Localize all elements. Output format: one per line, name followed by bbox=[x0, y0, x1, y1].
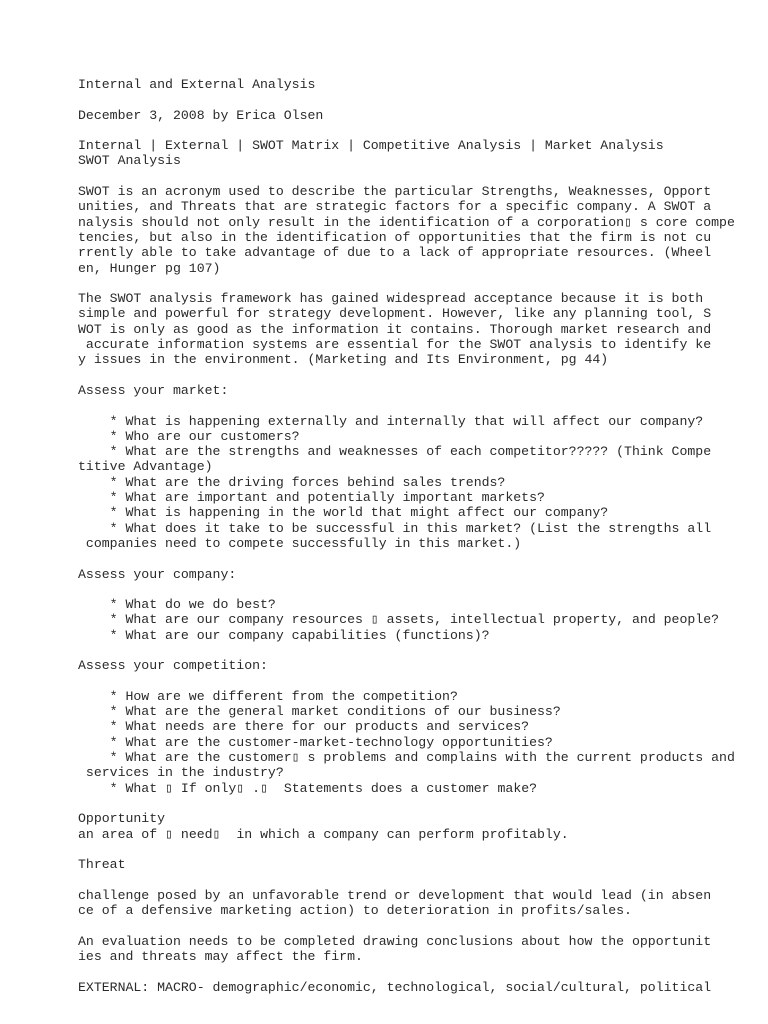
list-item: * What is happening in the world that might affect our company? bbox=[78, 505, 609, 521]
list-item: * What are the driving forces behind sales trends? bbox=[78, 474, 506, 490]
definition-term: Threat bbox=[78, 857, 126, 873]
list-item: * What are the customer-market-technology opportunities? bbox=[78, 734, 553, 750]
list-item: * What ▯ If only▯ .▯ Statements does a customer make? bbox=[78, 780, 538, 796]
nav-line: SWOT Analysis bbox=[78, 153, 181, 169]
paragraph-line: EXTERNAL: MACRO- demographic/economic, technological, social/cultural, political bbox=[78, 979, 712, 995]
paragraph-line: An evaluation needs to be completed drawing conclusions about how the opportunit bbox=[78, 933, 712, 949]
definition-text: an area of ▯ need▯ in which a company can perform profitably. bbox=[78, 826, 569, 842]
list-item: * What are the strengths and weaknesses of each competitor????? (Think Compe bbox=[78, 444, 712, 460]
list-item: * What are the general market conditions of our business? bbox=[78, 704, 561, 720]
list-item: * What is happening externally and internally that will affect our company? bbox=[78, 413, 704, 429]
definition-term: Opportunity bbox=[78, 811, 166, 827]
byline: December 3, 2008 by Erica Olsen bbox=[78, 107, 324, 123]
paragraph-line: simple and powerful for strategy development. However, like any planning tool, S bbox=[78, 306, 712, 322]
list-item: titive Advantage) bbox=[78, 459, 213, 475]
list-item: * What are our company resources ▯ assets, intellectual property, and people? bbox=[78, 612, 720, 628]
paragraph-line: nalysis should not only result in the identification of a corporation▯ s core compe bbox=[78, 214, 735, 230]
list-item: * What does it take to be successful in this market? (List the strengths all bbox=[78, 520, 712, 536]
list-item: * What are our company capabilities (functions)? bbox=[78, 627, 490, 643]
document-page bbox=[78, 77, 758, 995]
list-item: * What needs are there for our products and services? bbox=[78, 719, 530, 735]
paragraph-line: tencies, but also in the identification of opportunities that the firm is not cu bbox=[78, 229, 712, 245]
definition-text: ce of a defensive marketing action) to deterioration in profits/sales. bbox=[78, 903, 632, 919]
list-item: * What are important and potentially important markets? bbox=[78, 490, 545, 506]
paragraph-line: SWOT is an acronym used to describe the particular Strengths, Weaknesses, Opport bbox=[78, 184, 712, 200]
section-heading: Assess your company: bbox=[78, 566, 237, 582]
paragraph-line: WOT is only as good as the information it contains. Thorough market research and bbox=[78, 321, 712, 337]
definition-text: challenge posed by an unfavorable trend or development that would lead (in absen bbox=[78, 887, 712, 903]
list-item: * Who are our customers? bbox=[78, 428, 300, 444]
paragraph-line: ies and threats may affect the firm. bbox=[78, 948, 363, 964]
paragraph-line: The SWOT analysis framework has gained widespread acceptance because it is both bbox=[78, 291, 704, 307]
list-item: * How are we different from the competition? bbox=[78, 688, 458, 704]
paragraph-line: accurate information systems are essential for the SWOT analysis to identify ke bbox=[78, 337, 712, 353]
paragraph-line: rrently able to take advantage of due to a lack of appropriate resources. (Wheel bbox=[78, 245, 712, 261]
paragraph-line: unities, and Threats that are strategic factors for a specific company. A SWOT a bbox=[78, 199, 712, 215]
list-item: services in the industry? bbox=[78, 765, 284, 781]
list-item: * What are the customer▯ s problems and complains with the current products and bbox=[78, 750, 735, 766]
list-item: companies need to compete successfully in this market.) bbox=[78, 535, 522, 551]
document-title: Internal and External Analysis bbox=[78, 77, 316, 92]
nav-line: Internal | External | SWOT Matrix | Competitive Analysis | Market Analysis bbox=[78, 138, 664, 154]
paragraph-line: y issues in the environment. (Marketing and Its Environment, pg 44) bbox=[78, 352, 609, 368]
paragraph-line: en, Hunger pg 107) bbox=[78, 260, 221, 276]
section-heading: Assess your competition: bbox=[78, 658, 268, 674]
section-heading: Assess your market: bbox=[78, 382, 229, 398]
list-item: * What do we do best? bbox=[78, 597, 276, 613]
